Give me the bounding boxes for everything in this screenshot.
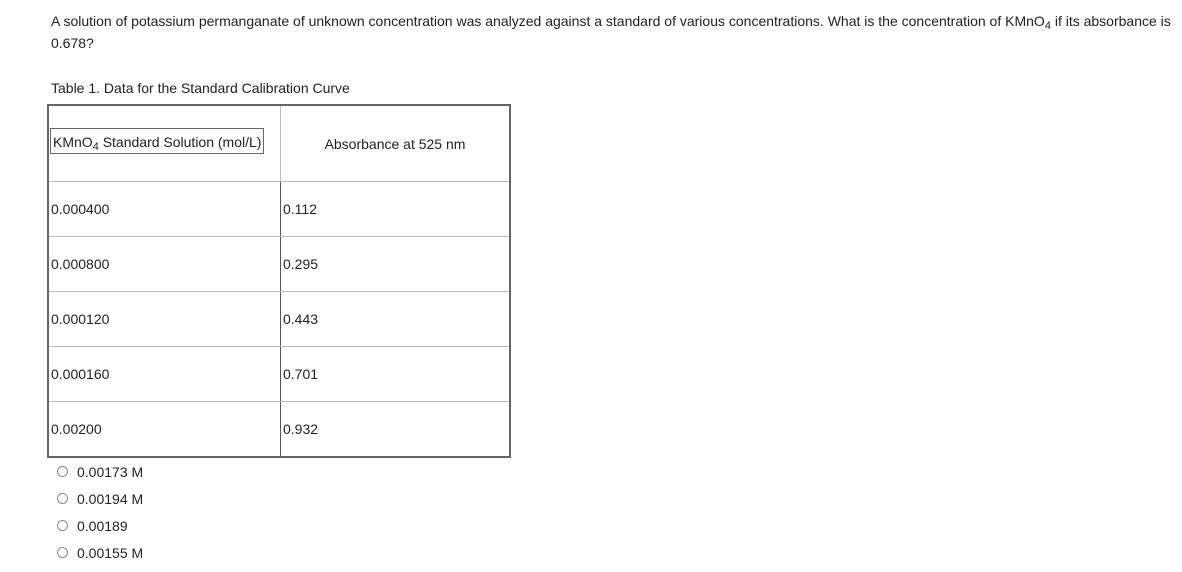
question-part-1: A solution of potassium permanganate of unknown concentration was analyzed against a standard of various concentrations. What is the concentration of KMnO (51, 13, 1045, 29)
answer-option-label: 0.00155 M (77, 544, 144, 561)
question-text (51, 10, 1171, 54)
radio-button[interactable] (57, 493, 68, 504)
answer-option-1[interactable] (57, 458, 143, 485)
radio-button[interactable] (57, 520, 68, 531)
table-header-row (48, 105, 510, 182)
cell-absorbance: 0.443 (281, 292, 511, 347)
table-row (48, 237, 510, 292)
answer-option-label: 0.00189 (77, 517, 128, 534)
cell-concentration: 0.00200 (48, 402, 281, 458)
question-part-2: if its absorbance is 0.678? (51, 13, 1171, 51)
calibration-table (47, 104, 511, 458)
answer-option-3[interactable] (57, 512, 143, 539)
header-absorbance: Absorbance at 525 nm (281, 105, 511, 182)
answer-option-label: 0.00194 M (77, 490, 144, 507)
table-caption: Table 1. Data for the Standard Calibration Curve (51, 80, 350, 96)
header-concentration (48, 105, 281, 182)
answer-option-4[interactable] (57, 539, 143, 566)
cell-absorbance: 0.112 (281, 182, 511, 237)
radio-button[interactable] (57, 547, 68, 558)
cell-absorbance: 0.295 (281, 237, 511, 292)
header-concentration-box (50, 128, 264, 154)
answer-option-label: 0.00173 M (77, 463, 144, 480)
cell-concentration: 0.000800 (48, 237, 281, 292)
cell-absorbance: 0.701 (281, 347, 511, 402)
header-concentration-post: Standard Solution (mol/L) (98, 134, 262, 150)
header-concentration-pre: KMnO (53, 134, 93, 150)
cell-concentration: 0.000120 (48, 292, 281, 347)
radio-button[interactable] (57, 466, 68, 477)
cell-concentration: 0.000400 (48, 182, 281, 237)
answer-options (57, 458, 143, 566)
table-row (48, 347, 510, 402)
table-row (48, 292, 510, 347)
header-concentration-sub: 4 (92, 141, 99, 153)
table-row (48, 182, 510, 237)
cell-concentration: 0.000160 (48, 347, 281, 402)
cell-absorbance: 0.932 (281, 402, 511, 458)
question-subscript: 4 (1044, 20, 1051, 32)
table-row (48, 402, 510, 458)
answer-option-2[interactable] (57, 485, 143, 512)
